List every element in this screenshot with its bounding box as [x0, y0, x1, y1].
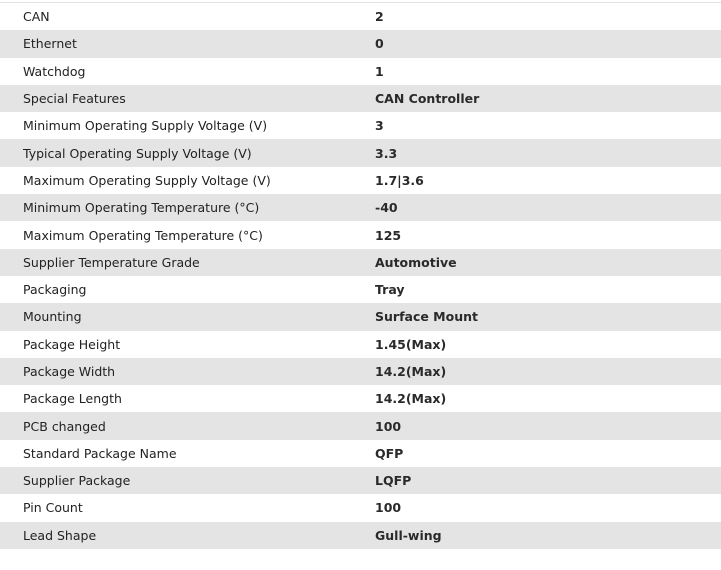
table-row	[0, 494, 721, 521]
spec-table-body	[0, 3, 721, 549]
spec-label: Package Width	[0, 358, 375, 385]
spec-value: 100	[375, 494, 721, 521]
table-row	[0, 30, 721, 57]
spec-value: 100	[375, 412, 721, 439]
spec-value: 3	[375, 112, 721, 139]
spec-value: 14.2(Max)	[375, 385, 721, 412]
spec-label: Packaging	[0, 276, 375, 303]
table-row	[0, 249, 721, 276]
spec-label: Maximum Operating Supply Voltage (V)	[0, 167, 375, 194]
table-row	[0, 276, 721, 303]
spec-label: Pin Count	[0, 494, 375, 521]
spec-label: Minimum Operating Supply Voltage (V)	[0, 112, 375, 139]
spec-value: 1.7|3.6	[375, 167, 721, 194]
spec-value: 14.2(Max)	[375, 358, 721, 385]
table-row	[0, 139, 721, 166]
spec-label: Typical Operating Supply Voltage (V)	[0, 139, 375, 166]
table-row	[0, 3, 721, 31]
spec-label: Special Features	[0, 85, 375, 112]
spec-value: 125	[375, 221, 721, 248]
spec-label: Lead Shape	[0, 522, 375, 549]
spec-label: Mounting	[0, 303, 375, 330]
spec-value: Automotive	[375, 249, 721, 276]
spec-value: -40	[375, 194, 721, 221]
spec-value: Gull-wing	[375, 522, 721, 549]
table-row	[0, 85, 721, 112]
table-row	[0, 58, 721, 85]
spec-label: Package Length	[0, 385, 375, 412]
spec-label: Package Height	[0, 331, 375, 358]
spec-label: Ethernet	[0, 30, 375, 57]
spec-value: QFP	[375, 440, 721, 467]
spec-label: CAN	[0, 3, 375, 31]
spec-value: 1	[375, 58, 721, 85]
table-row	[0, 194, 721, 221]
spec-value: Tray	[375, 276, 721, 303]
table-row	[0, 303, 721, 330]
spec-value: 1.45(Max)	[375, 331, 721, 358]
spec-label: Minimum Operating Temperature (°C)	[0, 194, 375, 221]
table-row	[0, 440, 721, 467]
spec-value: CAN Controller	[375, 85, 721, 112]
spec-value: 2	[375, 3, 721, 31]
table-row	[0, 412, 721, 439]
spec-label: Standard Package Name	[0, 440, 375, 467]
table-row	[0, 167, 721, 194]
spec-label: Supplier Temperature Grade	[0, 249, 375, 276]
table-row	[0, 221, 721, 248]
table-row	[0, 112, 721, 139]
spec-label: Maximum Operating Temperature (°C)	[0, 221, 375, 248]
spec-value: Surface Mount	[375, 303, 721, 330]
spec-value: LQFP	[375, 467, 721, 494]
spec-label: Watchdog	[0, 58, 375, 85]
table-row	[0, 331, 721, 358]
spec-table	[0, 2, 721, 549]
table-row	[0, 385, 721, 412]
table-row	[0, 358, 721, 385]
table-row	[0, 467, 721, 494]
spec-label: Supplier Package	[0, 467, 375, 494]
spec-value: 3.3	[375, 139, 721, 166]
spec-value: 0	[375, 30, 721, 57]
table-row	[0, 522, 721, 549]
spec-label: PCB changed	[0, 412, 375, 439]
